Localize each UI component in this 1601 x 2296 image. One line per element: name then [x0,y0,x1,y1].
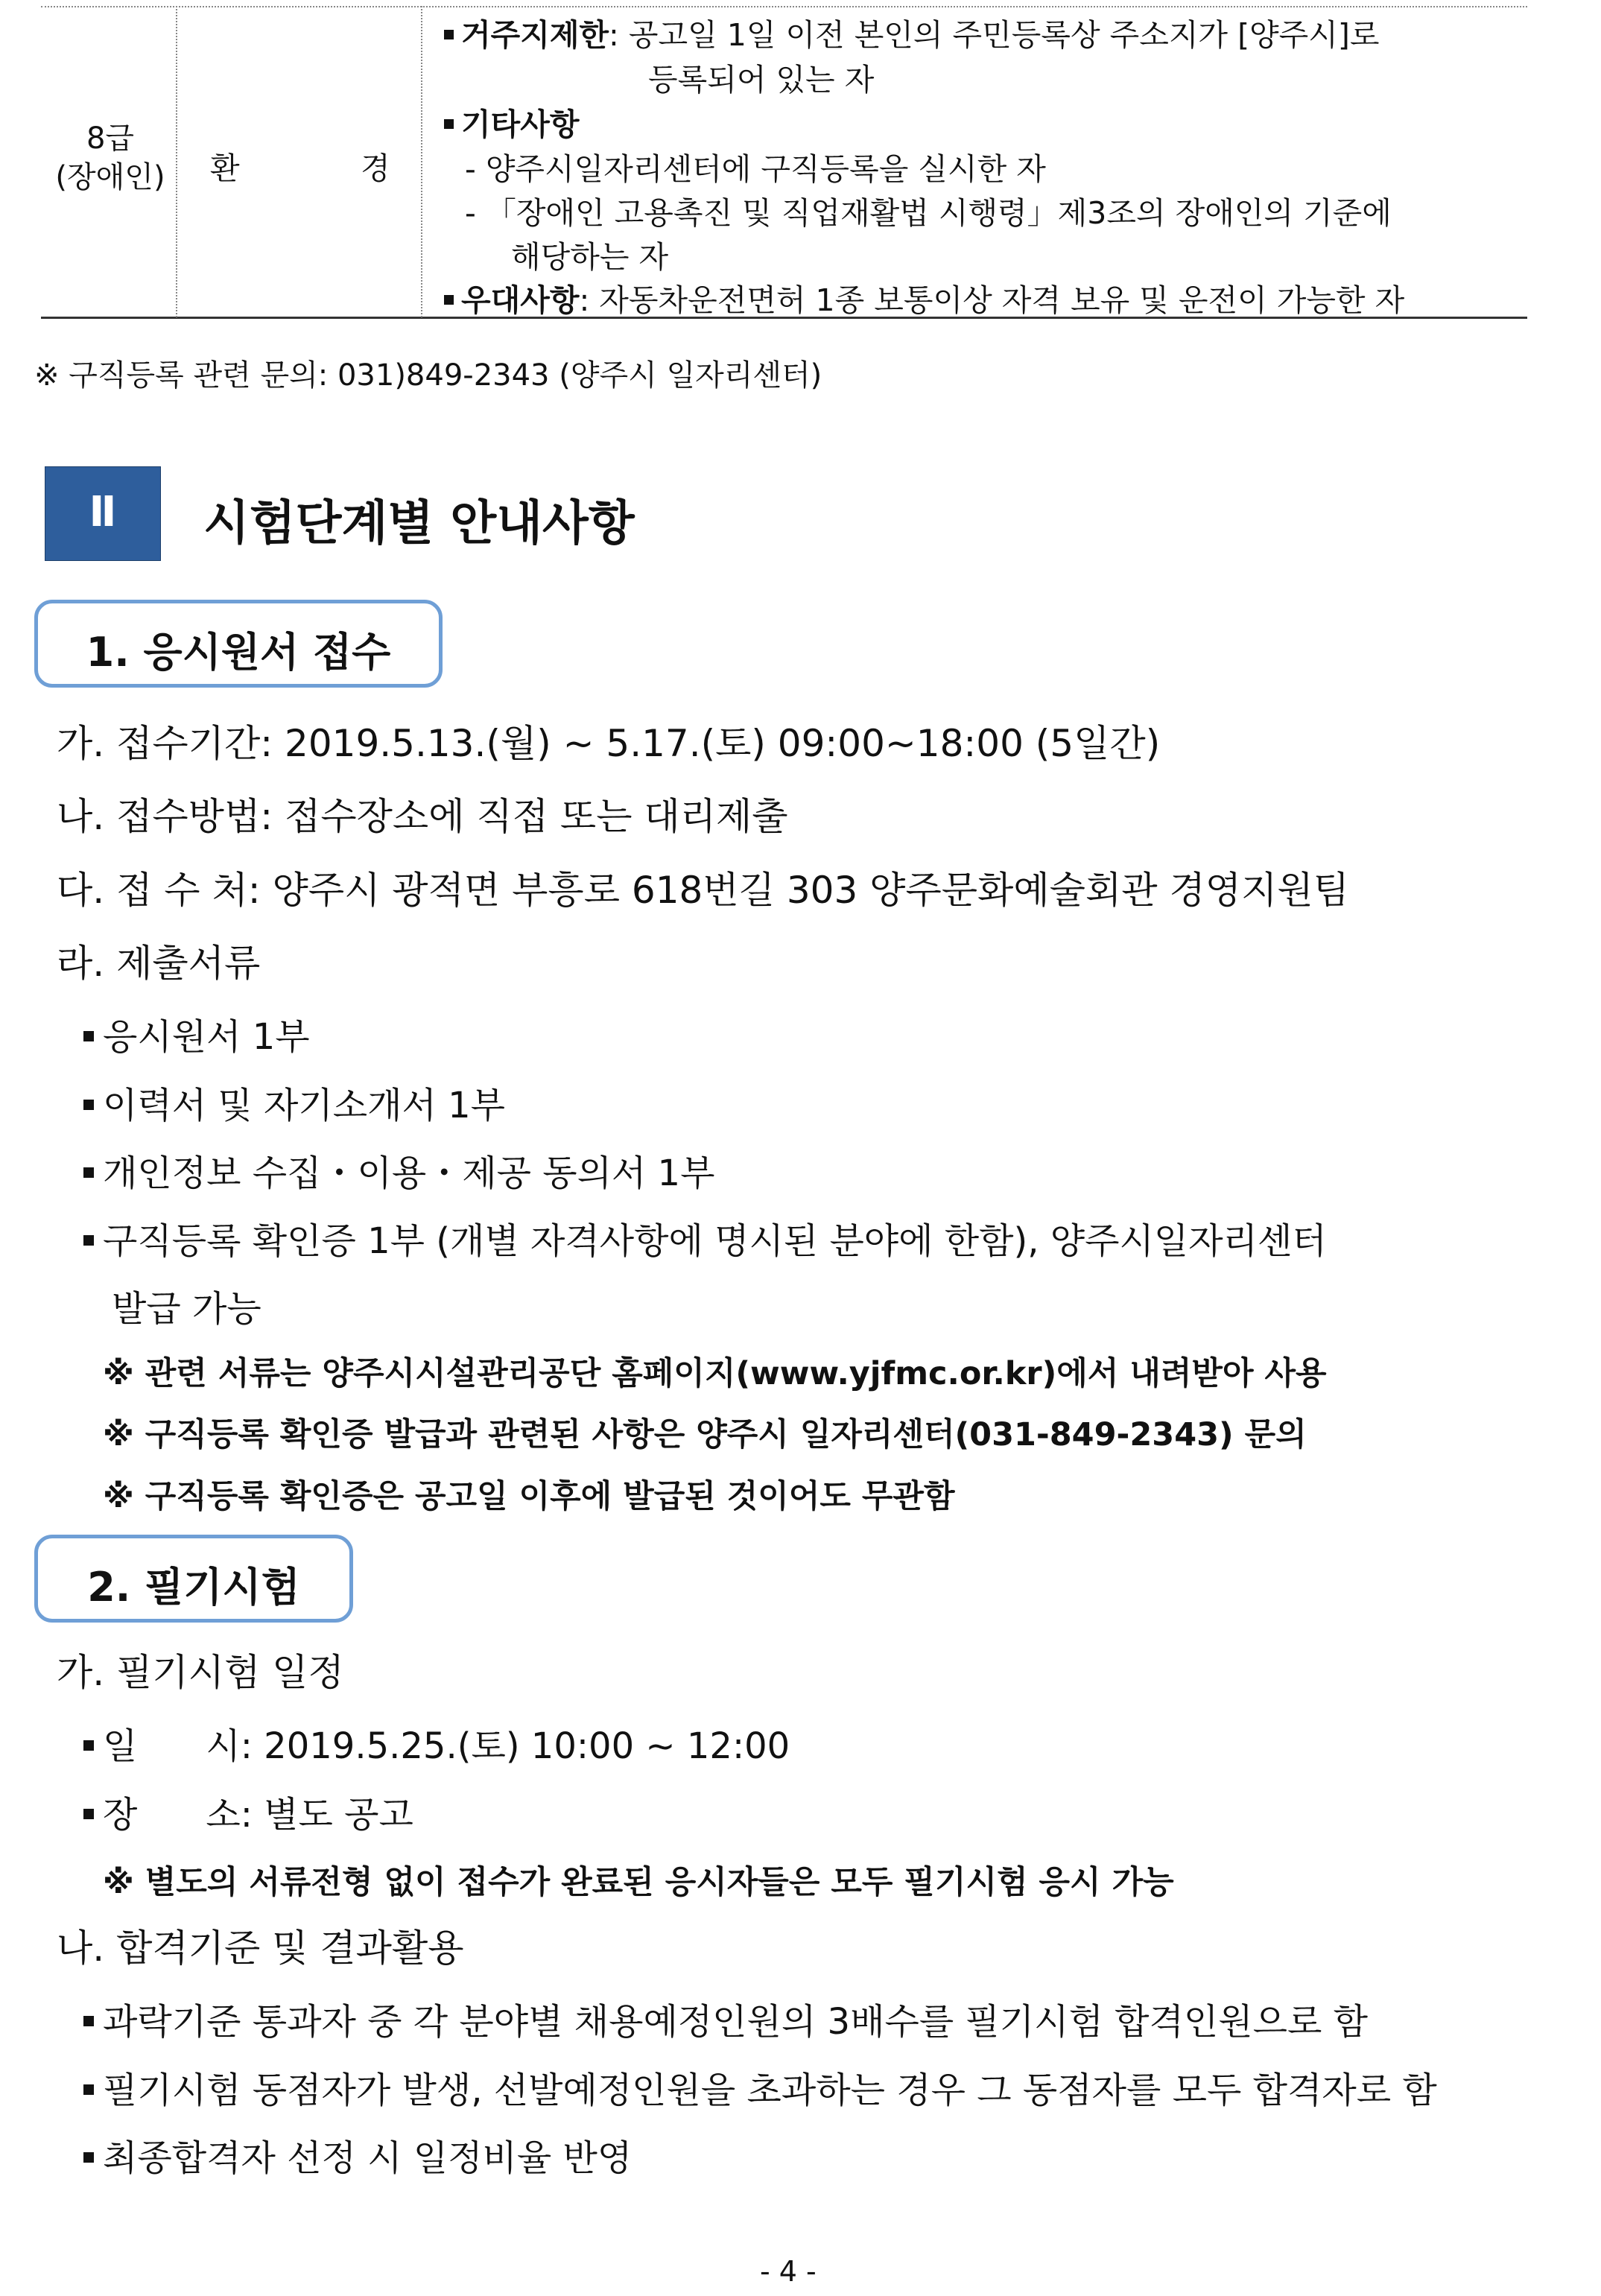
application-period: 가. 접수기간: 2019.5.13.(월) ~ 5.17.(토) 09:00~18:00 (5일간) [57,722,1161,765]
document-item-text: 응시원서 1부 [103,1016,310,1058]
criteria-item [83,2061,1437,2113]
exam-place-row [83,1786,413,1837]
document-item [83,1212,1327,1263]
documents-heading: 라. 제출서류 [57,942,261,985]
exam-date-value: : 2019.5.25.(토) 10:00 ~ 12:00 [240,1725,790,1767]
preference-row [444,276,1404,320]
step2-title: 2. 필기시험 [87,1564,300,1611]
etc-item-2-cont: 해당하는 자 [511,239,669,275]
table-top-border [41,6,1527,7]
section-number: Ⅱ [89,488,117,536]
field-label-part1: 환 [210,150,240,186]
document-item-text: 이력서 및 자기소개서 1부 [103,1085,505,1126]
application-method: 나. 접수방법: 접수장소에 직접 또는 대리제출 [57,795,788,838]
criteria-item [83,2129,632,2181]
exam-place-label-2: 소 [206,1794,241,1836]
criteria-item-text: 필기시험 동점자가 발생, 선발예정인원을 초과하는 경우 그 동점자를 모두 합격자로 함 [103,2070,1437,2111]
document-note: ※ 구직등록 확인증은 공고일 이후에 발급된 것이어도 무관함 [103,1478,955,1515]
exam-date-label-2: 시 [206,1725,241,1767]
exam-eligibility-note: ※ 별도의 서류전형 없이 접수가 완료된 응시자들은 모두 필기시험 응시 가능 [103,1864,1174,1901]
exam-date-label-1: 일 [103,1725,138,1767]
pass-criteria-heading: 나. 합격기준 및 결과활용 [57,1926,464,1970]
step2-title-box [34,1535,353,1623]
document-item-text: 개인정보 수집・이용・제공 동의서 1부 [103,1152,715,1194]
residence-label: 거주지제한 [461,17,609,53]
page-number: - 4 - [760,2255,817,2288]
application-place: 다. 접 수 처: 양주시 광적면 부흥로 618번길 303 양주문화예술회관 경영지원팀 [57,869,1349,912]
etc-item-1: - 양주시일자리센터에 구직등록을 실시한 자 [465,151,1046,187]
square-bullet-icon [83,1031,94,1041]
criteria-item [83,1993,1368,2044]
written-exam-schedule-heading: 가. 필기시험 일정 [57,1651,344,1694]
exam-place-value: : 별도 공고 [240,1794,413,1836]
step1-title: 1. 응시원서 접수 [86,629,391,676]
document-item [83,1076,505,1128]
square-bullet-icon [83,2084,94,2095]
document-item [83,1144,714,1196]
square-bullet-icon [83,1235,94,1246]
square-bullet-icon [83,2152,94,2163]
residence-row [444,10,1379,54]
step1-title-box [34,600,443,688]
section-title: 시험단계별 안내사항 [203,496,635,551]
preference-label: 우대사항 [461,282,580,318]
grade-cell [43,119,177,197]
square-bullet-icon [83,1100,94,1110]
document-note: ※ 구직등록 확인증 발급과 관련된 사항은 양주시 일자리센터(031-849-2343) 문의 [103,1416,1307,1453]
field-label-part2: 경 [361,150,390,186]
document-item-cont: 발급 가능 [112,1288,261,1330]
square-bullet-icon [444,30,454,39]
residence-text-cont: 등록되어 있는 자 [648,62,875,98]
document-item-text: 구직등록 확인증 1부 (개별 자격사항에 명시된 분야에 한함), 양주시일자리센터 [103,1220,1327,1262]
exam-date-row [83,1717,790,1769]
section-number-badge [45,466,161,561]
residence-text: : 공고일 1일 이전 본인의 주민등록상 주소지가 [양주시]로 [609,17,1380,53]
criteria-item-text: 과락기준 통과자 중 각 분야별 채용예정인원의 3배수를 필기시험 합격인원으로 함 [103,2001,1369,2043]
square-bullet-icon [444,119,454,129]
document-note: ※ 관련 서류는 양주시시설관리공단 홈페이지(www.yjfmc.or.kr)에서 내려받아 사용 [103,1355,1327,1392]
registration-inquiry-note: ※ 구직등록 관련 문의: 031)849-2343 (양주시 일자리센터) [34,358,822,393]
preference-text: : 자동차운전면허 1종 보통이상 자격 보유 및 운전이 가능한 자 [579,282,1405,318]
etc-item-2: - 「장애인 고용촉진 및 직업재활법 시행령」제3조의 장애인의 기준에 [465,195,1392,231]
table-col-divider-2 [421,6,422,317]
square-bullet-icon [444,295,454,305]
square-bullet-icon [83,1809,94,1819]
criteria-item-text: 최종합격자 선정 시 일정비율 반영 [103,2137,633,2179]
grade-label: 8급 [86,121,135,156]
exam-place-label-1: 장 [103,1794,138,1836]
etc-label: 기타사항 [461,107,580,142]
grade-sub-label: (장애인) [55,160,165,194]
square-bullet-icon [83,1167,94,1178]
square-bullet-icon [83,2016,94,2026]
etc-heading [444,100,579,144]
square-bullet-icon [83,1740,94,1751]
document-item [83,1008,310,1059]
